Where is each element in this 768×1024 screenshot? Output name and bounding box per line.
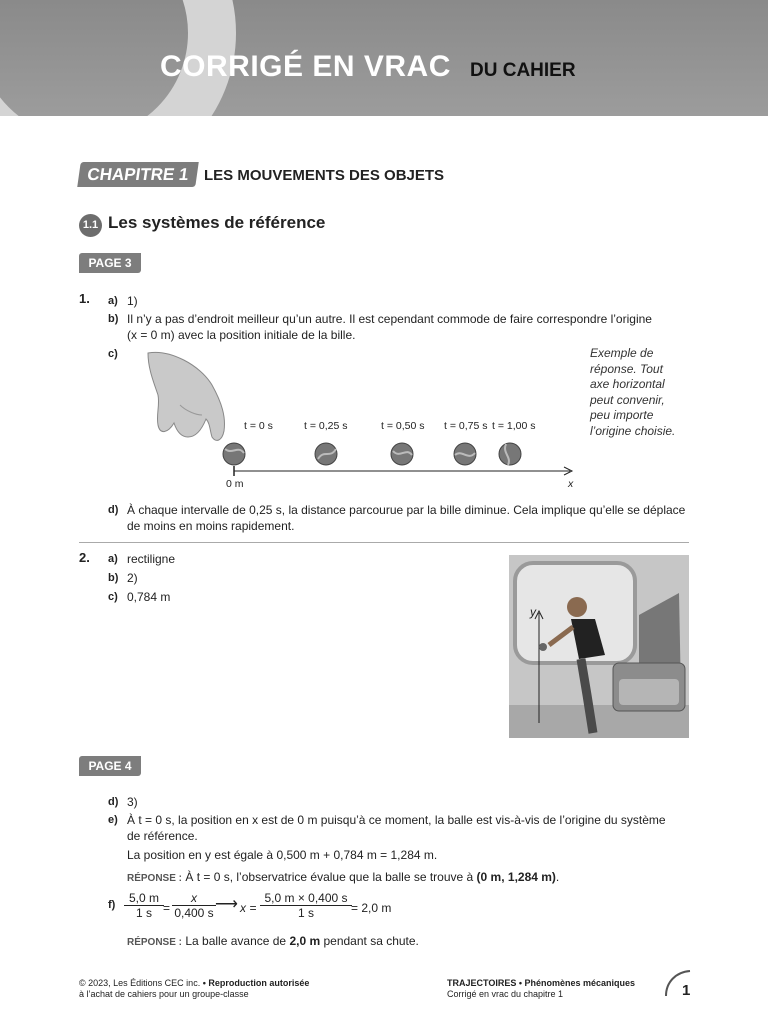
seat-panel (619, 679, 679, 705)
q1-b-text-line2: (x = 0 m) avec la position initiale de la bille. (127, 328, 356, 342)
chapter-reference: Corrigé en vrac du chapitre 1 (447, 989, 564, 999)
fraction-3-denominator: 1 s (297, 906, 314, 920)
page-4-badge: PAGE 4 (79, 756, 141, 776)
note-line: peu importe (590, 408, 654, 422)
note-line: réponse. Tout (590, 361, 663, 376)
x-equals: x = (240, 901, 257, 915)
time-label-t075: t = 0,75 s (444, 420, 488, 432)
q2-f-response (127, 933, 419, 951)
fraction-2-numerator: x (172, 891, 216, 906)
marble-t075 (454, 443, 476, 465)
q1-a-label: a) (108, 295, 118, 307)
q2-e-label: e) (108, 814, 118, 826)
response-end: pendant sa chute. (323, 934, 419, 948)
question-1-number: 1. (79, 291, 90, 306)
response-text: À t = 0 s, l’observatrice évalue que la balle se trouve à (185, 870, 474, 884)
response-bold: (0 m, 1,284 m) (476, 870, 556, 884)
note-line: peut convenir, (590, 392, 665, 407)
marble-t025 (315, 443, 337, 465)
time-label-t100: t = 1,00 s (492, 420, 536, 432)
chapter-title: LES MOUVEMENTS DES OBJETS (204, 167, 445, 184)
ball (539, 643, 547, 651)
hand-illustration (148, 352, 225, 440)
response-text: La balle avance de (185, 934, 287, 948)
reproduction-notice: • Reproduction autorisée (202, 978, 310, 988)
q2-e-text-line2: de référence. (127, 829, 198, 843)
page-3-badge: PAGE 3 (79, 253, 141, 273)
q1-d-text-line1: À chaque intervalle de 0,25 s, la distance parcourue par la bille diminue. Cela implique qu’elle se déplace (127, 503, 686, 517)
example-note (590, 346, 675, 439)
q2-e-text-line1: À t = 0 s, la position en x est de 0 m puisqu’à ce moment, la balle est vis-à-vis de l’origine du système (127, 813, 666, 827)
footer-copyright (79, 978, 309, 1000)
q2-d-label: d) (108, 796, 119, 808)
q1-d-label: d) (108, 504, 119, 516)
q1-c-label: c) (108, 348, 118, 360)
implies-arrow: ⟶ (215, 896, 238, 913)
fraction-1-numerator: 5,0 m (124, 891, 164, 906)
book-title: TRAJECTOIRES • Phénomènes mécaniques (447, 978, 636, 988)
fraction-3-numerator: 5,0 m × 0,400 s (260, 891, 352, 906)
chapter-badge: CHAPITRE 1 (77, 162, 199, 187)
fraction-2-denominator: 0,400 s (174, 906, 214, 920)
time-label-t050: t = 0,50 s (381, 420, 425, 432)
copyright-text: © 2023, Les Éditions CEC inc. (79, 978, 201, 988)
question-divider (79, 542, 689, 543)
result: = 2,0 m (351, 901, 392, 915)
q2-e-text-line3: La position en y est égale à 0,500 m + 0,784 m = 1,284 m. (127, 848, 438, 862)
q2-a-text: rectiligne (127, 552, 176, 566)
response-bold: 2,0 m (289, 934, 321, 948)
response-label: RÉPONSE : (127, 873, 183, 884)
x-axis-label: x (568, 478, 574, 490)
q1-b-label: b) (108, 313, 119, 325)
q2-e-response (127, 869, 559, 887)
copyright-line2: à l’achat de cahiers pour un groupe-classe (79, 989, 249, 999)
fraction-1 (124, 891, 164, 920)
response-label: RÉPONSE : (127, 937, 183, 948)
passenger-head (567, 597, 587, 617)
section-number: 1.1 (79, 214, 102, 237)
page-header (0, 0, 768, 116)
time-label-t0: t = 0 s (244, 420, 273, 432)
q2-a-label: a) (108, 553, 118, 565)
fraction-1-denominator: 1 s (135, 906, 152, 920)
q2-b-text: 2) (127, 571, 138, 585)
marble-t100 (499, 443, 521, 465)
header-subtitle: DU CAHIER (470, 60, 576, 81)
footer-book-info (447, 978, 635, 1000)
time-label-t025: t = 0,25 s (304, 420, 348, 432)
q2-d-text: 3) (127, 795, 138, 809)
note-line: l’origine choisie. (590, 423, 676, 438)
x-axis-origin-label: 0 m (226, 478, 244, 490)
q2-b-label: b) (108, 572, 119, 584)
q1-a-text: 1) (127, 294, 138, 308)
q2-f-label: f) (108, 899, 116, 911)
header-title: CORRIGÉ EN VRAC (160, 50, 451, 83)
note-line: axe horizontal (590, 377, 665, 391)
question-2-number: 2. (79, 550, 90, 565)
q2-c-label: c) (108, 591, 118, 603)
marble-t0 (223, 443, 245, 465)
note-line: Exemple de (590, 346, 654, 360)
equals-sign: = (163, 901, 171, 915)
fraction-2 (172, 891, 216, 920)
train-passenger-illustration (509, 555, 689, 738)
q1-b-text-line1: Il n’y a pas d’endroit meilleur qu’un autre. Il est cependant commode de faire correspondre l’origine (127, 312, 652, 326)
section-title: Les systèmes de référence (108, 213, 326, 232)
q1-d-text-line2: de moins en moins rapidement. (127, 519, 295, 533)
marble-t050 (391, 443, 413, 465)
response-end: . (555, 870, 560, 884)
y-axis-label: y (530, 605, 536, 619)
fraction-3 (260, 891, 352, 920)
page-number: 1 (682, 982, 691, 999)
q2-c-text: 0,784 m (127, 590, 171, 604)
